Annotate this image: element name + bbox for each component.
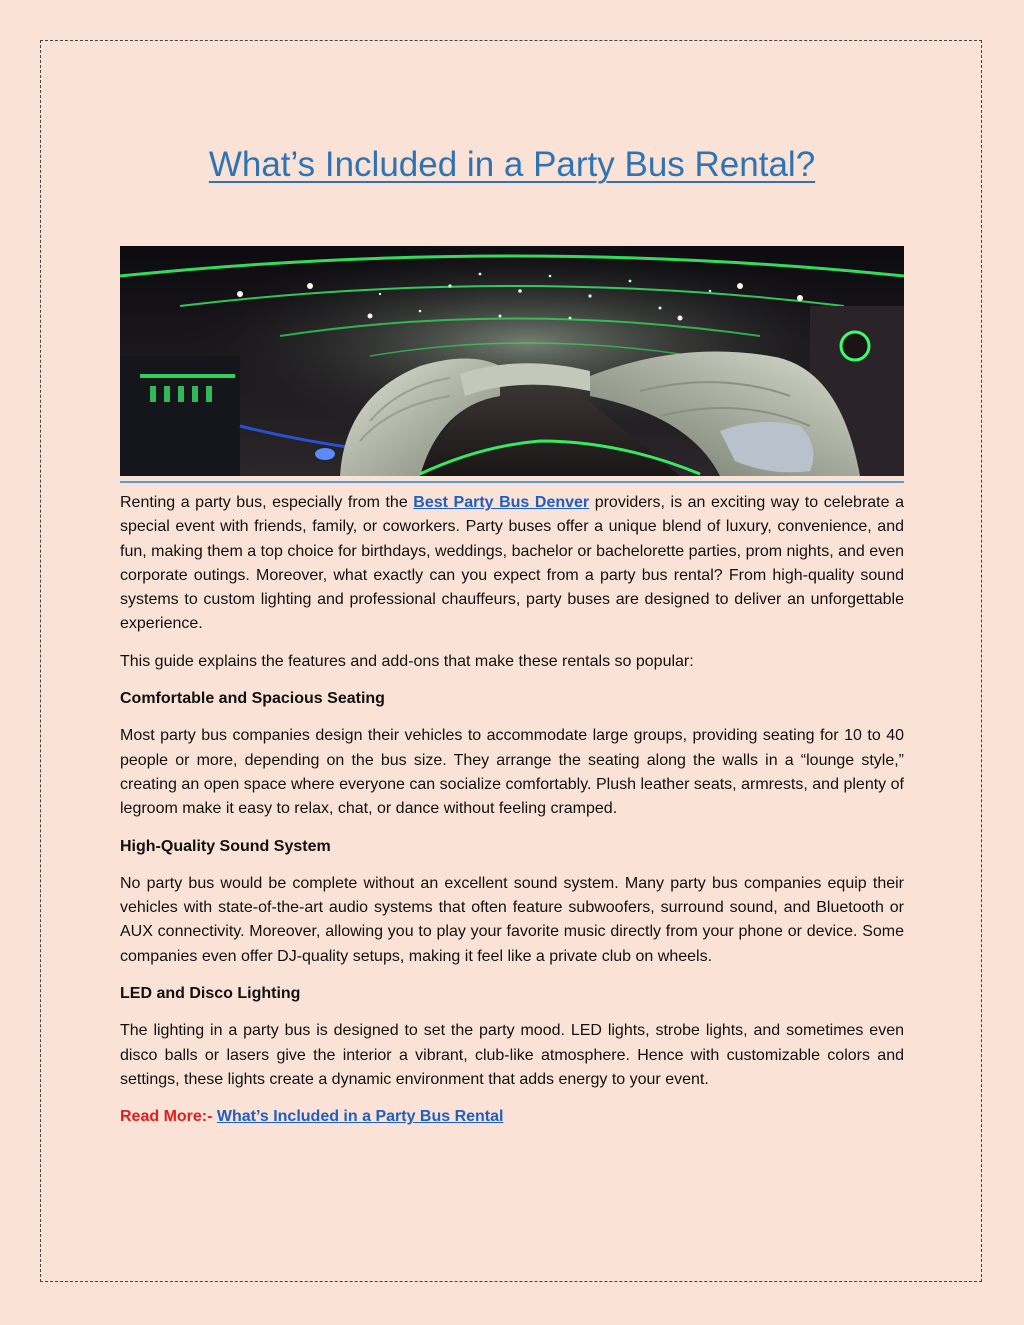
intro-text-after: providers, is an exciting way to celebrate a special event with friends, family, or coworkers. Party buses offer a unique blend of luxury, convenience, and fun, making them a top choice for birthdays, weddings, bachelor or bachelorette parties, prom nights, and even corporate outings. Moreover, what exactly can you expect from a party bus rental? From high-quality sound systems to custom lighting and professional chauffeurs, party buses are designed to deliver an unforgettable experience. (120, 494, 904, 633)
read-more-line (120, 1105, 904, 1129)
read-more-label: Read More:- (120, 1108, 217, 1126)
article-body (120, 491, 904, 1143)
section-body-seating: Most party bus companies design their vehicles to accommodate large groups, providing seating for 10 to 40 people or more, depending on the bus size. They arrange the seating along the walls in a “lounge style,” creating an open space where everyone can socialize comfortably. Plush leather seats, armrests, and plenty of legroom make it easy to relax, chat, or dance without feeling cramped. (120, 727, 904, 818)
intro-paragraph (120, 491, 904, 637)
hero-image (120, 246, 904, 476)
intro-text-before: Renting a party bus, especially from the (120, 494, 414, 511)
section-body-sound: No party bus would be complete without an excellent sound system. Many party bus companies equip their vehicles with state-of-the-art audio systems that often feature subwoofers, surround sound, and Bluetooth or AUX connectivity. Moreover, allowing you to play your favorite music directly from your phone or device. Some companies even offer DJ-quality setups, making it feel like a private club on wheels. (120, 874, 904, 965)
section-heading-seating: Comfortable and Spacious Seating (120, 690, 385, 708)
page-title-text: What’s Included in a Party Bus Rental? (208, 145, 816, 184)
read-more-link[interactable]: What’s Included in a Party Bus Rental (216, 1108, 504, 1126)
image-divider (120, 481, 904, 483)
section-heading-sound: High-Quality Sound System (120, 837, 331, 855)
section-heading-lighting: LED and Disco Lighting (120, 985, 301, 1003)
guide-paragraph: This guide explains the features and add-ons that make these rentals so popular: (120, 652, 694, 670)
section-body-lighting: The lighting in a party bus is designed to set the party mood. LED lights, strobe lights, and sometimes even disco balls or lasers give the interior a vibrant, club-like atmosphere. Hence with customizable colors and settings, these lights create a dynamic environment that adds energy to your event. (120, 1022, 904, 1088)
page-title (0, 140, 1024, 190)
best-party-bus-denver-link[interactable]: Best Party Bus Denver (413, 494, 590, 511)
